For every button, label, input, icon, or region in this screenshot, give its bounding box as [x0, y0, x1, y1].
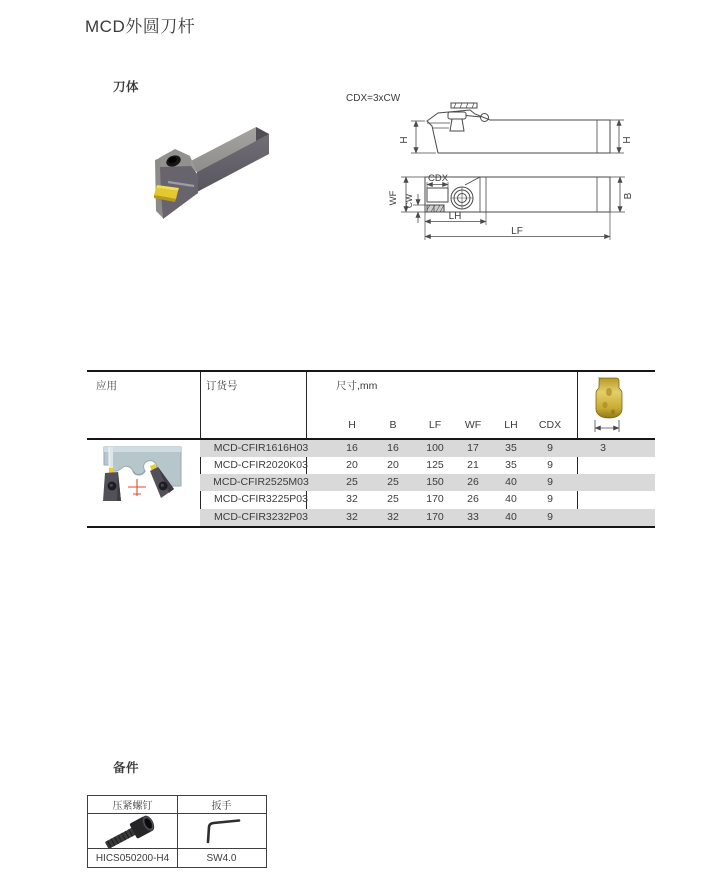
value-lh: 35: [505, 441, 517, 454]
value-lf: 170: [426, 510, 444, 523]
dim-label-lf: LF: [511, 226, 523, 237]
value-cdx: 9: [547, 441, 553, 454]
screw-part-number: HICS050200-H4: [95, 852, 170, 864]
value-wf: 26: [467, 493, 479, 506]
col-header-wf: WF: [464, 419, 482, 431]
spare-image-row: [88, 814, 266, 848]
hex-key-image: [178, 814, 266, 848]
col-header-cdx: CDX: [538, 419, 562, 431]
insert-front-view-image: [579, 374, 655, 436]
order-no: MCD-CFIR3225P03: [214, 493, 308, 506]
technical-drawing: [338, 88, 678, 263]
value-b: 16: [387, 441, 399, 454]
value-lf: 125: [426, 458, 444, 471]
value-b: 25: [387, 476, 399, 489]
col-header-order-no: 订货号: [206, 380, 238, 392]
spare-parts-table: [87, 795, 267, 868]
col-header-application: 应用: [96, 380, 117, 392]
tool-holder-3d-image: [110, 98, 335, 243]
value-wf: 26: [467, 476, 479, 489]
section-label-tool-body: 刀体: [113, 80, 140, 94]
spare-col-screw: 压紧螺钉: [112, 801, 153, 812]
value-lh: 35: [505, 458, 517, 471]
value-h: 25: [346, 476, 358, 489]
value-lh: 40: [505, 476, 517, 489]
value-wf: 21: [467, 458, 479, 471]
value-cw: 3: [600, 441, 606, 454]
value-cdx: 9: [547, 493, 553, 506]
value-lf: 100: [426, 441, 444, 454]
value-lh: 40: [505, 510, 517, 523]
value-cdx: 9: [547, 510, 553, 523]
value-h: 16: [346, 441, 358, 454]
table-border: [177, 796, 178, 813]
dim-label-b: B: [623, 192, 634, 200]
order-no: MCD-CFIR2525M03: [213, 476, 309, 489]
dim-label-cw: CW: [404, 193, 414, 209]
value-cdx: 9: [547, 458, 553, 471]
order-no: MCD-CFIR2020K03: [214, 458, 308, 471]
spare-col-wrench: 扳手: [211, 801, 232, 812]
red-cross-marker: [128, 479, 146, 496]
spare-value-row: [88, 849, 266, 867]
value-lh: 40: [505, 493, 517, 506]
section-label-spare-parts: 备件: [113, 761, 140, 775]
dim-label-h-right: H: [622, 136, 633, 144]
value-lf: 150: [426, 476, 444, 489]
clamp-screw-image: [89, 814, 177, 848]
spare-header-row: [88, 796, 266, 813]
drawing-note: CDX=3xCW: [346, 93, 401, 104]
dim-label-lh: LH: [448, 211, 462, 222]
order-no: MCD-CFIR3232P03: [214, 510, 308, 523]
page-title: MCD外圆刀杆: [85, 17, 196, 36]
value-b: 25: [387, 493, 399, 506]
col-header-lh: LH: [504, 419, 518, 431]
table-border: [177, 849, 178, 867]
table-border: [177, 814, 178, 848]
dim-label-wf: WF: [388, 190, 399, 206]
value-wf: 17: [467, 441, 479, 454]
col-header-b: B: [389, 419, 397, 431]
value-h: 32: [346, 493, 358, 506]
value-h: 20: [346, 458, 358, 471]
value-h: 32: [346, 510, 358, 523]
wrench-size: SW4.0: [206, 852, 237, 864]
dim-label-cdx: CDX: [427, 173, 449, 184]
value-wf: 33: [467, 510, 479, 523]
value-b: 20: [387, 458, 399, 471]
value-lf: 170: [426, 493, 444, 506]
order-no: MCD-CFIR1616H03: [213, 441, 309, 454]
application-illustration: [97, 441, 195, 521]
value-b: 32: [387, 510, 399, 523]
product-table: [87, 370, 655, 528]
dim-label-h-left: H: [399, 136, 410, 144]
col-header-h: H: [348, 419, 356, 431]
value-cdx: 9: [547, 476, 553, 489]
col-header-lf: LF: [428, 419, 442, 431]
col-header-dimensions: 尺寸,mm: [336, 380, 378, 392]
